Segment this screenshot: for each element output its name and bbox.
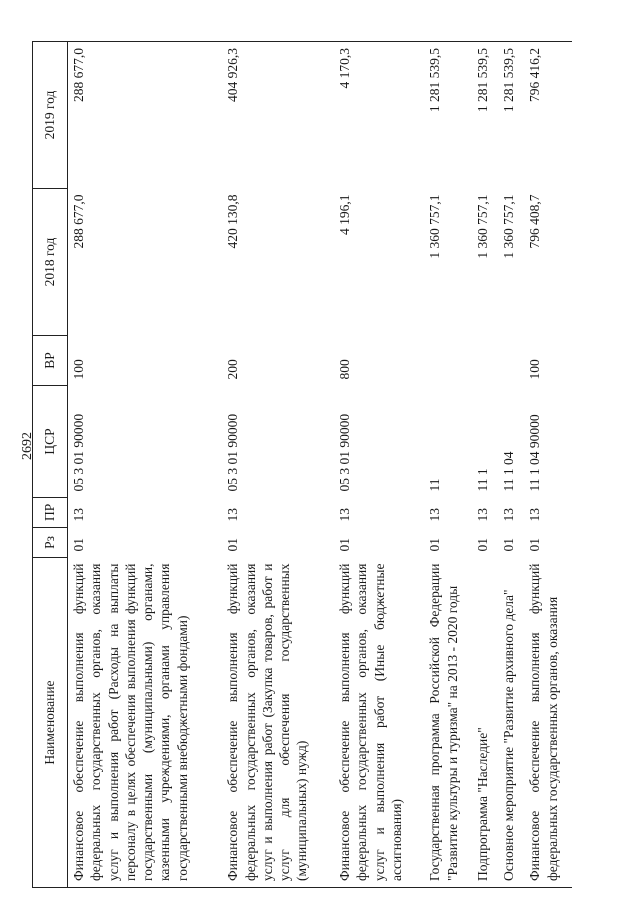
table-row — [334, 42, 424, 888]
row-2018: 420 130,8 — [225, 194, 241, 249]
row-rz: 01 — [71, 538, 86, 552]
row-rz: 01 — [336, 538, 352, 552]
row-rz: 01 — [501, 538, 517, 552]
row-pr: 13 — [225, 508, 241, 522]
row-name: Финансовое обеспечение выполнения функций федеральных государственных органов, оказания услуг и выполнения работ (Расходы на выплаты персоналу в целях обеспечения выполнения функций государственными (муниципальными) органами, казенными учреждениями, органами управления государственными внебюджетными фондами) — [68, 558, 223, 888]
row-2019: 404 926,3 — [222, 42, 334, 189]
header-csr: ЦСР — [33, 386, 68, 498]
row-vr: 100 — [71, 359, 86, 380]
row-vr: 200 — [225, 359, 241, 380]
row-vr: 800 — [336, 359, 352, 380]
table-row — [424, 42, 472, 888]
row-csr: 05 3 01 90000 — [71, 413, 86, 492]
table-row — [222, 42, 334, 888]
row-csr: 11 1 04 90000 — [527, 414, 543, 492]
row-name: Финансовое обеспечение выполнения функций федеральных государственных органов, оказания услуг и выполнения работ (Закупка товаров, работ и услуг для обеспечения государственных (муниципальных) нужд) — [222, 558, 334, 888]
row-2019: 796 416,2 — [524, 42, 572, 189]
row-2018: 1 360 757,1 — [501, 194, 517, 259]
row-pr: 13 — [336, 508, 352, 522]
table-row — [498, 42, 524, 888]
row-rz: 01 — [474, 538, 490, 552]
row-2019: 1 281 539,5 — [424, 42, 472, 189]
row-name: Государственная программа Российской Федерации "Развитие культуры и туризма" на 2013 - 2020 годы — [424, 558, 472, 888]
table-row — [472, 42, 498, 888]
row-vr — [498, 336, 524, 386]
header-2018: 2018 год — [33, 189, 68, 336]
header-2019: 2019 год — [33, 42, 68, 189]
row-rz: 01 — [225, 538, 241, 552]
row-2018: 1 360 757,1 — [474, 194, 490, 259]
row-csr: 11 — [427, 478, 443, 492]
header-vr: ВР — [33, 336, 68, 386]
row-csr: 11 1 04 — [501, 451, 517, 492]
row-name: Финансовое обеспечение выполнения функций федеральных государственных органов, оказания — [524, 558, 572, 888]
row-name: Финансовое обеспечение выполнения функций федеральных государственных органов, оказания услуг и выполнения работ (Иные бюджетные ассигнования) — [334, 558, 424, 888]
row-2019: 288 677,0 — [68, 42, 223, 189]
row-csr: 05 3 01 90000 — [225, 413, 241, 492]
row-2019: 1 281 539,5 — [498, 42, 524, 189]
header-pr: ПР — [33, 498, 68, 528]
row-pr: 13 — [527, 508, 543, 522]
row-rz: 01 — [427, 538, 443, 552]
table-row — [68, 42, 223, 888]
row-csr: 05 3 01 90000 — [336, 413, 352, 492]
budget-table — [32, 41, 572, 888]
row-name: Основное мероприятие "Развитие архивного дела" — [498, 558, 524, 888]
row-pr: 13 — [474, 508, 490, 522]
row-rz: 01 — [527, 538, 543, 552]
row-2018: 796 408,7 — [527, 194, 543, 249]
row-2018: 4 196,1 — [336, 194, 352, 235]
table-row — [524, 42, 572, 888]
row-vr — [472, 336, 498, 386]
row-vr: 100 — [527, 359, 543, 380]
row-name: Подпрограмма "Наследие" — [472, 558, 498, 888]
row-2018: 288 677,0 — [71, 194, 86, 249]
row-2019: 4 170,3 — [334, 42, 424, 189]
row-pr: 13 — [501, 508, 517, 522]
row-csr: 11 1 — [474, 468, 490, 492]
page-number: 2692 — [20, 432, 35, 460]
header-rz: Рз — [33, 528, 68, 558]
row-vr — [424, 336, 472, 386]
rotated-page — [32, 28, 592, 888]
row-2019: 1 281 539,5 — [472, 42, 498, 189]
header-name: Наименование — [33, 558, 68, 888]
header-row — [33, 42, 68, 888]
row-pr: 13 — [71, 508, 86, 522]
row-2018: 1 360 757,1 — [427, 194, 443, 259]
row-pr: 13 — [427, 508, 443, 522]
